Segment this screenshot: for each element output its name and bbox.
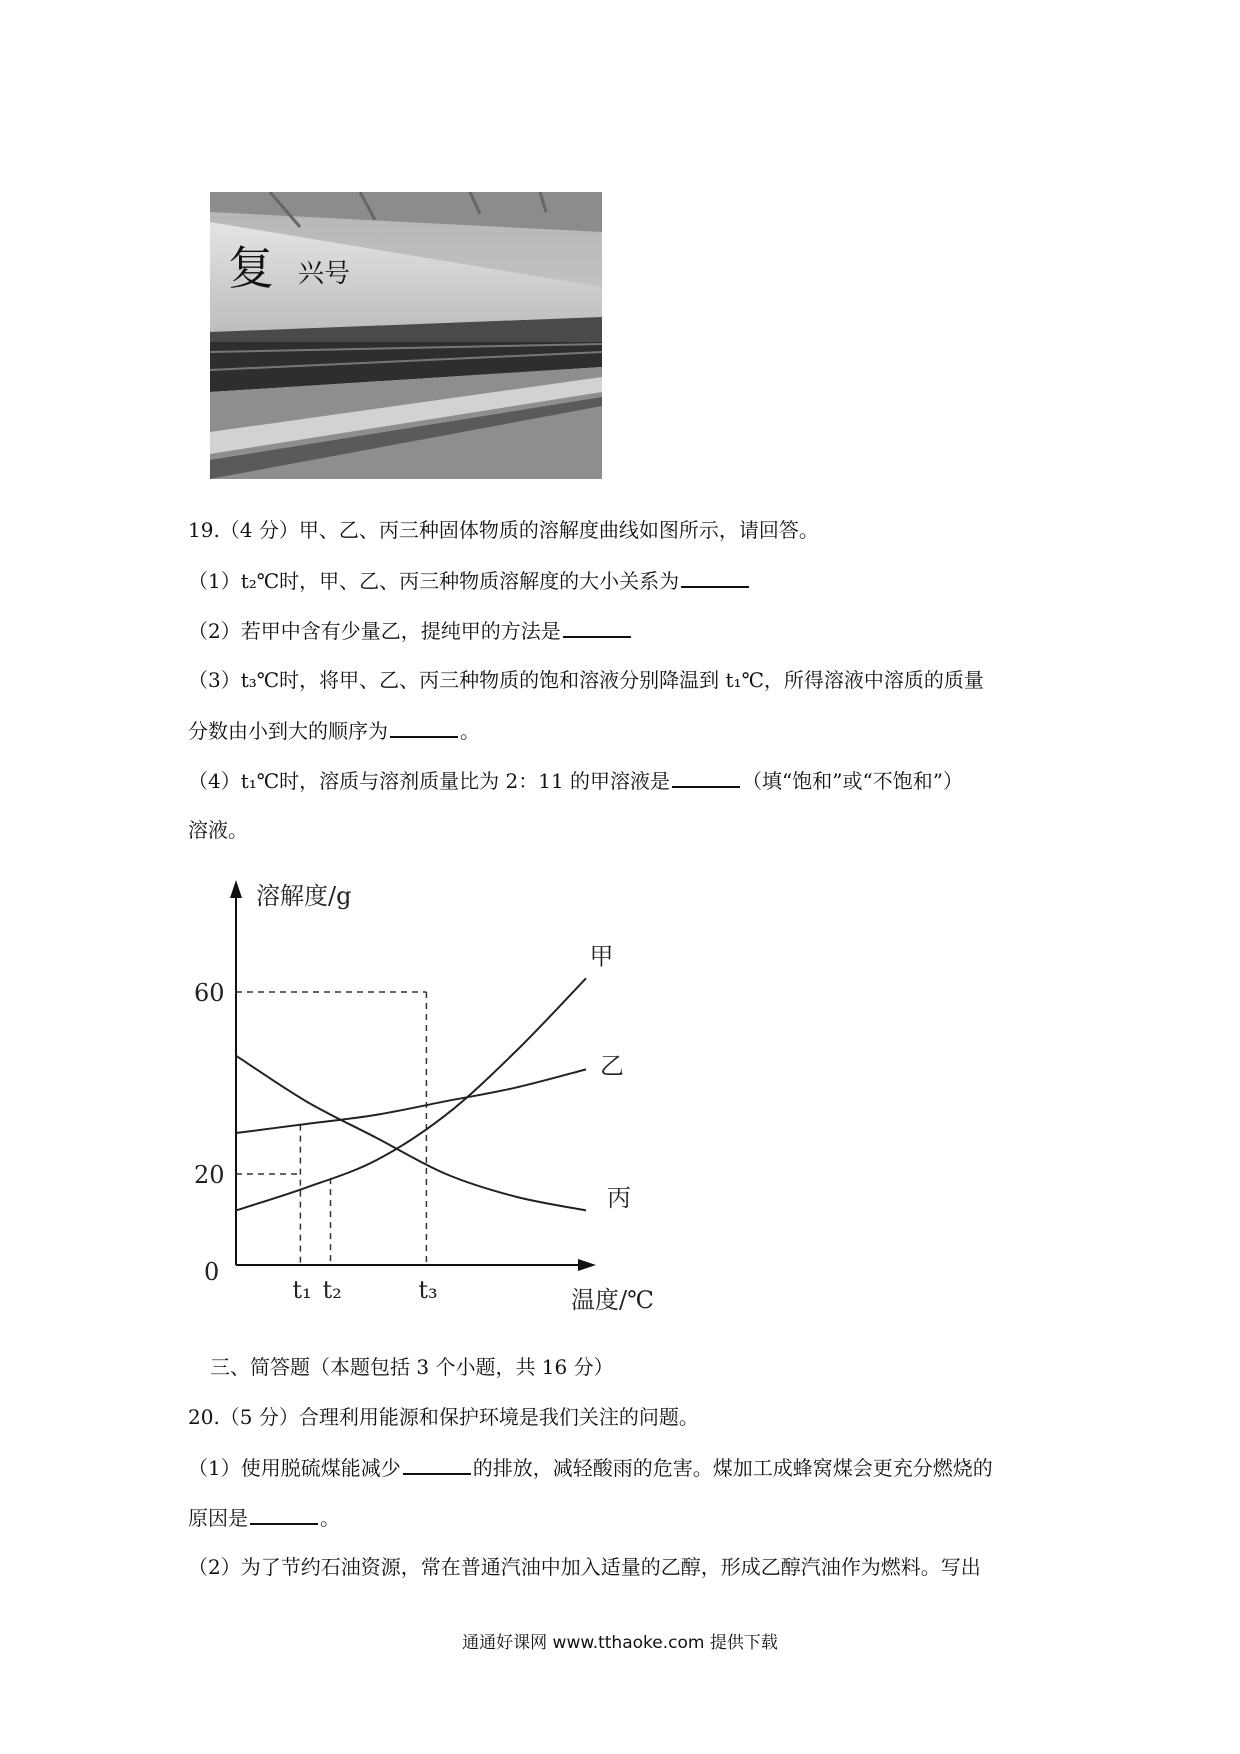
y-tick-label: 20 (194, 1161, 225, 1189)
q19-part3-line2 (188, 716, 480, 745)
series-line-3 (236, 1056, 586, 1211)
q20-part1b-text: 原因是 (188, 1506, 248, 1530)
q19-stem: 19.（4 分）甲、乙、丙三种固体物质的溶解度曲线如图所示，请回答。 (188, 518, 819, 542)
series-line-1 (236, 978, 586, 1210)
q19-part3-end: 。 (460, 719, 480, 743)
q19-part1-blank[interactable] (681, 566, 749, 588)
q20-part1b-blank[interactable] (250, 1503, 318, 1525)
page-footer: 通通好课网 www.tthaoke.com 提供下载 (462, 1633, 778, 1653)
train-photo (210, 192, 602, 479)
chart-labels (194, 882, 654, 1314)
q19-part4-blank[interactable] (672, 766, 740, 788)
q19-part2-text: （2）若甲中含有少量乙，提纯甲的方法是 (188, 619, 561, 643)
q19-part3-line1: （3）t₃℃时，将甲、乙、丙三种物质的饱和溶液分别降温到 t₁℃，所得溶液中溶质的质量 (188, 668, 984, 692)
train-photo-graphic (210, 192, 602, 479)
x-tick-label: t₁ (292, 1276, 312, 1304)
x-axis-label: 温度/℃ (571, 1286, 654, 1314)
q19-part4-text: （4）t₁℃时，溶质与溶剂质量比为 2：11 的甲溶液是 (188, 769, 671, 793)
y-tick-label: 60 (194, 979, 225, 1007)
q19-part3-text: 分数由小到大的顺序为 (188, 719, 388, 743)
q20-part2: （2）为了节约石油资源，常在普通汽油中加入适量的乙醇，形成乙醇汽油作为燃料。写出 (188, 1555, 981, 1579)
series-line-2 (236, 1069, 586, 1133)
q20-part1-line2 (188, 1503, 340, 1532)
q19-part4-line2: 溶液。 (188, 818, 248, 842)
q20-part1-end: 的排放，减轻酸雨的危害。煤加工成蜂窝煤会更充分燃烧的 (472, 1456, 993, 1480)
y-axis-arrow (230, 880, 242, 898)
q20-part1b-end: 。 (320, 1506, 340, 1530)
q20-part1-line1 (188, 1453, 993, 1482)
x-tick-label: t₂ (322, 1276, 342, 1304)
x-tick-label: t₃ (418, 1276, 438, 1304)
series-label-2: 乙 (600, 1051, 624, 1080)
q19-part3-blank[interactable] (390, 716, 458, 738)
q19-part1-text: （1）t₂℃时，甲、乙、丙三种物质溶解度的大小关系为 (188, 569, 680, 593)
series-label-1: 甲 (589, 942, 614, 971)
train-logo-big: 复 (228, 241, 274, 295)
q19-part4-end: （填“饱和”或“不饱和”） (742, 769, 963, 793)
q19-part2-blank[interactable] (563, 616, 631, 638)
x-axis-arrow (578, 1259, 596, 1271)
solubility-chart (186, 868, 706, 1318)
series-label-3: 丙 (607, 1183, 631, 1212)
y-axis-label: 溶解度/g (256, 882, 352, 910)
q20-stem: 20.（5 分）合理利用能源和保护环境是我们关注的问题。 (188, 1405, 699, 1429)
chart-axes (230, 880, 596, 1271)
chart-series (236, 978, 586, 1210)
q20-part1-text: （1）使用脱硫煤能减少 (188, 1456, 401, 1480)
origin-label: 0 (204, 1258, 220, 1286)
q19-part2 (188, 616, 633, 645)
train-logo-small: 兴号 (298, 259, 351, 289)
q20-part1-blank[interactable] (403, 1453, 471, 1475)
q19-part4-line1 (188, 766, 963, 795)
q19-part1 (188, 566, 751, 595)
section3-title: 三、简答题（本题包括 3 个小题，共 16 分） (210, 1355, 614, 1379)
